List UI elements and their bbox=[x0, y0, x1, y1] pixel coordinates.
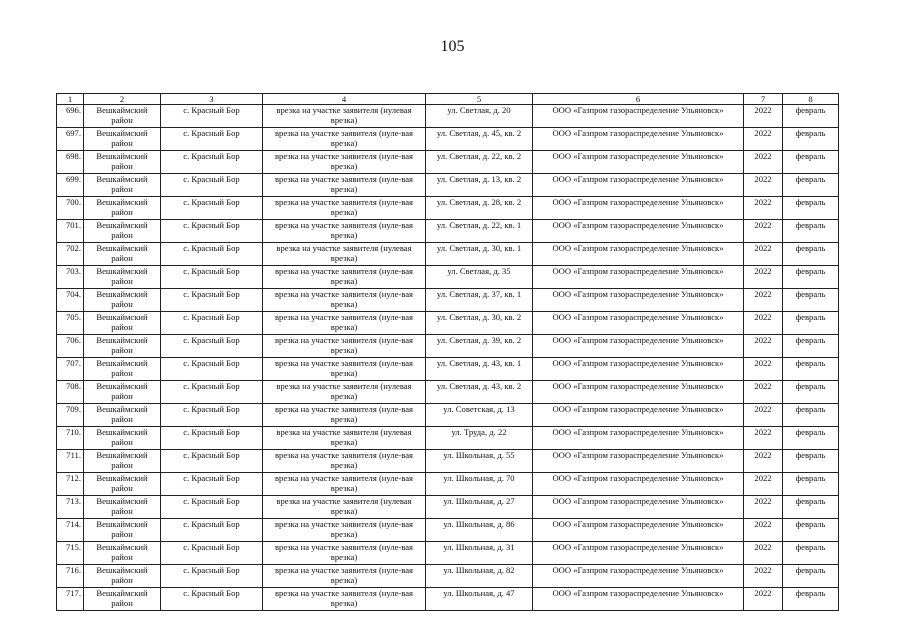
table-row bbox=[57, 473, 839, 496]
locality-cell: с. Красный Бор bbox=[161, 519, 263, 542]
month-cell: февраль bbox=[783, 542, 839, 565]
table-row bbox=[57, 450, 839, 473]
organization-cell: ООО «Газпром газораспределение Ульяновск» bbox=[533, 427, 744, 450]
row-number: 698. bbox=[57, 151, 84, 174]
month-cell: февраль bbox=[783, 197, 839, 220]
district-cell: Вешкаймский район bbox=[84, 427, 161, 450]
work-type-cell: врезка на участке заявителя (нуле-вая врезка) bbox=[263, 588, 426, 611]
year-cell: 2022 bbox=[744, 151, 783, 174]
district-cell: Вешкаймский район bbox=[84, 289, 161, 312]
locality-cell: с. Красный Бор bbox=[161, 588, 263, 611]
work-type-cell: врезка на участке заявителя (нуле-вая врезка) bbox=[263, 565, 426, 588]
month-cell: февраль bbox=[783, 496, 839, 519]
row-number: 704. bbox=[57, 289, 84, 312]
year-cell: 2022 bbox=[744, 565, 783, 588]
district-cell: Вешкаймский район bbox=[84, 473, 161, 496]
district-cell: Вешкаймский район bbox=[84, 381, 161, 404]
address-cell: ул. Школьная, д. 27 bbox=[426, 496, 533, 519]
year-cell: 2022 bbox=[744, 496, 783, 519]
column-header: 1 bbox=[57, 94, 84, 105]
locality-cell: с. Красный Бор bbox=[161, 220, 263, 243]
row-number: 708. bbox=[57, 381, 84, 404]
header-row bbox=[57, 94, 839, 105]
table-body bbox=[57, 105, 839, 611]
address-cell: ул. Светлая, д. 28, кв. 2 bbox=[426, 197, 533, 220]
row-number: 702. bbox=[57, 243, 84, 266]
work-type-cell: врезка на участке заявителя (нуле-вая врезка) bbox=[263, 450, 426, 473]
table-row bbox=[57, 335, 839, 358]
locality-cell: с. Красный Бор bbox=[161, 105, 263, 128]
address-cell: ул. Светлая, д. 22, кв. 2 bbox=[426, 151, 533, 174]
row-number: 709. bbox=[57, 404, 84, 427]
table-row bbox=[57, 243, 839, 266]
month-cell: февраль bbox=[783, 427, 839, 450]
month-cell: февраль bbox=[783, 473, 839, 496]
column-header: 8 bbox=[783, 94, 839, 105]
row-number: 706. bbox=[57, 335, 84, 358]
locality-cell: с. Красный Бор bbox=[161, 289, 263, 312]
row-number: 714. bbox=[57, 519, 84, 542]
row-number: 713. bbox=[57, 496, 84, 519]
row-number: 712. bbox=[57, 473, 84, 496]
district-cell: Вешкаймский район bbox=[84, 174, 161, 197]
month-cell: февраль bbox=[783, 174, 839, 197]
locality-cell: с. Красный Бор bbox=[161, 266, 263, 289]
row-number: 717. bbox=[57, 588, 84, 611]
row-number: 705. bbox=[57, 312, 84, 335]
year-cell: 2022 bbox=[744, 289, 783, 312]
table-row bbox=[57, 427, 839, 450]
month-cell: февраль bbox=[783, 243, 839, 266]
address-cell: ул. Школьная, д. 55 bbox=[426, 450, 533, 473]
table-row bbox=[57, 128, 839, 151]
row-number: 700. bbox=[57, 197, 84, 220]
month-cell: февраль bbox=[783, 220, 839, 243]
locality-cell: с. Красный Бор bbox=[161, 381, 263, 404]
row-number: 715. bbox=[57, 542, 84, 565]
district-cell: Вешкаймский район bbox=[84, 243, 161, 266]
year-cell: 2022 bbox=[744, 404, 783, 427]
work-type-cell: врезка на участке заявителя (нуле-вая врезка) bbox=[263, 542, 426, 565]
work-type-cell: врезка на участке заявителя (нуле-вая врезка) bbox=[263, 519, 426, 542]
address-cell: ул. Школьная, д. 86 bbox=[426, 519, 533, 542]
locality-cell: с. Красный Бор bbox=[161, 335, 263, 358]
table-row bbox=[57, 220, 839, 243]
work-type-cell: врезка на участке заявителя (нулевая врезка) bbox=[263, 381, 426, 404]
organization-cell: ООО «Газпром газораспределение Ульяновск» bbox=[533, 473, 744, 496]
locality-cell: с. Красный Бор bbox=[161, 197, 263, 220]
row-number: 716. bbox=[57, 565, 84, 588]
work-type-cell: врезка на участке заявителя (нулевая врезка) bbox=[263, 496, 426, 519]
district-cell: Вешкаймский район bbox=[84, 197, 161, 220]
table-row bbox=[57, 289, 839, 312]
month-cell: февраль bbox=[783, 358, 839, 381]
column-header: 5 bbox=[426, 94, 533, 105]
district-cell: Вешкаймский район bbox=[84, 335, 161, 358]
work-type-cell: врезка на участке заявителя (нуле-вая врезка) bbox=[263, 174, 426, 197]
locality-cell: с. Красный Бор bbox=[161, 312, 263, 335]
year-cell: 2022 bbox=[744, 358, 783, 381]
row-number: 703. bbox=[57, 266, 84, 289]
organization-cell: ООО «Газпром газораспределение Ульяновск» bbox=[533, 542, 744, 565]
district-cell: Вешкаймский район bbox=[84, 496, 161, 519]
locality-cell: с. Красный Бор bbox=[161, 450, 263, 473]
table-row bbox=[57, 542, 839, 565]
locality-cell: с. Красный Бор bbox=[161, 128, 263, 151]
address-cell: ул. Советская, д. 13 bbox=[426, 404, 533, 427]
month-cell: февраль bbox=[783, 335, 839, 358]
organization-cell: ООО «Газпром газораспределение Ульяновск» bbox=[533, 174, 744, 197]
organization-cell: ООО «Газпром газораспределение Ульяновск» bbox=[533, 312, 744, 335]
row-number: 696. bbox=[57, 105, 84, 128]
work-type-cell: врезка на участке заявителя (нуле-вая врезка) bbox=[263, 473, 426, 496]
district-cell: Вешкаймский район bbox=[84, 128, 161, 151]
address-cell: ул. Труда, д. 22 bbox=[426, 427, 533, 450]
table-row bbox=[57, 358, 839, 381]
table-row bbox=[57, 151, 839, 174]
year-cell: 2022 bbox=[744, 220, 783, 243]
year-cell: 2022 bbox=[744, 197, 783, 220]
month-cell: февраль bbox=[783, 289, 839, 312]
address-cell: ул. Светлая, д. 37, кв. 1 bbox=[426, 289, 533, 312]
organization-cell: ООО «Газпром газораспределение Ульяновск» bbox=[533, 381, 744, 404]
year-cell: 2022 bbox=[744, 266, 783, 289]
work-type-cell: врезка на участке заявителя (нуле-вая врезка) bbox=[263, 312, 426, 335]
table-row bbox=[57, 312, 839, 335]
work-type-cell: врезка на участке заявителя (нуле-вая врезка) bbox=[263, 151, 426, 174]
locality-cell: с. Красный Бор bbox=[161, 496, 263, 519]
month-cell: февраль bbox=[783, 151, 839, 174]
row-number: 697. bbox=[57, 128, 84, 151]
organization-cell: ООО «Газпром газораспределение Ульяновск» bbox=[533, 404, 744, 427]
locality-cell: с. Красный Бор bbox=[161, 565, 263, 588]
year-cell: 2022 bbox=[744, 427, 783, 450]
year-cell: 2022 bbox=[744, 381, 783, 404]
month-cell: февраль bbox=[783, 404, 839, 427]
page-number: 105 bbox=[440, 38, 465, 55]
district-cell: Вешкаймский район bbox=[84, 358, 161, 381]
address-cell: ул. Светлая, д. 30, кв. 2 bbox=[426, 312, 533, 335]
month-cell: февраль bbox=[783, 519, 839, 542]
district-cell: Вешкаймский район bbox=[84, 312, 161, 335]
year-cell: 2022 bbox=[744, 542, 783, 565]
address-cell: ул. Светлая, д. 35 bbox=[426, 266, 533, 289]
table-row bbox=[57, 496, 839, 519]
organization-cell: ООО «Газпром газораспределение Ульяновск» bbox=[533, 105, 744, 128]
address-cell: ул. Светлая, д. 45, кв. 2 bbox=[426, 128, 533, 151]
address-cell: ул. Светлая, д. 22, кв. 1 bbox=[426, 220, 533, 243]
year-cell: 2022 bbox=[744, 335, 783, 358]
address-cell: ул. Светлая, д. 43, кв. 2 bbox=[426, 381, 533, 404]
organization-cell: ООО «Газпром газораспределение Ульяновск» bbox=[533, 243, 744, 266]
column-header: 4 bbox=[263, 94, 426, 105]
month-cell: февраль bbox=[783, 450, 839, 473]
column-header: 3 bbox=[161, 94, 263, 105]
year-cell: 2022 bbox=[744, 588, 783, 611]
organization-cell: ООО «Газпром газораспределение Ульяновск» bbox=[533, 197, 744, 220]
organization-cell: ООО «Газпром газораспределение Ульяновск» bbox=[533, 496, 744, 519]
work-type-cell: врезка на участке заявителя (нуле-вая врезка) bbox=[263, 266, 426, 289]
work-type-cell: врезка на участке заявителя (нуле-вая врезка) bbox=[263, 404, 426, 427]
district-cell: Вешкаймский район bbox=[84, 588, 161, 611]
address-cell: ул. Школьная, д. 70 bbox=[426, 473, 533, 496]
year-cell: 2022 bbox=[744, 128, 783, 151]
year-cell: 2022 bbox=[744, 174, 783, 197]
row-number: 701. bbox=[57, 220, 84, 243]
work-type-cell: врезка на участке заявителя (нуле-вая врезка) bbox=[263, 289, 426, 312]
month-cell: февраль bbox=[783, 381, 839, 404]
row-number: 710. bbox=[57, 427, 84, 450]
locality-cell: с. Красный Бор bbox=[161, 542, 263, 565]
district-cell: Вешкаймский район bbox=[84, 105, 161, 128]
district-cell: Вешкаймский район bbox=[84, 404, 161, 427]
district-cell: Вешкаймский район bbox=[84, 565, 161, 588]
organization-cell: ООО «Газпром газораспределение Ульяновск» bbox=[533, 519, 744, 542]
row-number: 711. bbox=[57, 450, 84, 473]
district-cell: Вешкаймский район bbox=[84, 519, 161, 542]
organization-cell: ООО «Газпром газораспределение Ульяновск» bbox=[533, 128, 744, 151]
table-row bbox=[57, 266, 839, 289]
address-cell: ул. Светлая, д. 30, кв. 1 bbox=[426, 243, 533, 266]
month-cell: февраль bbox=[783, 266, 839, 289]
year-cell: 2022 bbox=[744, 519, 783, 542]
month-cell: февраль bbox=[783, 588, 839, 611]
locality-cell: с. Красный Бор bbox=[161, 243, 263, 266]
work-type-cell: врезка на участке заявителя (нулевая врезка) bbox=[263, 427, 426, 450]
work-type-cell: врезка на участке заявителя (нуле-вая врезка) bbox=[263, 358, 426, 381]
year-cell: 2022 bbox=[744, 105, 783, 128]
address-cell: ул. Школьная, д. 82 bbox=[426, 565, 533, 588]
locality-cell: с. Красный Бор bbox=[161, 473, 263, 496]
organization-cell: ООО «Газпром газораспределение Ульяновск» bbox=[533, 450, 744, 473]
address-cell: ул. Школьная, д. 31 bbox=[426, 542, 533, 565]
column-header: 6 bbox=[533, 94, 744, 105]
address-cell: ул. Светлая, д. 20 bbox=[426, 105, 533, 128]
table-row bbox=[57, 197, 839, 220]
locality-cell: с. Красный Бор bbox=[161, 427, 263, 450]
locality-cell: с. Красный Бор bbox=[161, 151, 263, 174]
address-cell: ул. Светлая, д. 39, кв. 2 bbox=[426, 335, 533, 358]
organization-cell: ООО «Газпром газораспределение Ульяновск» bbox=[533, 220, 744, 243]
organization-cell: ООО «Газпром газораспределение Ульяновск» bbox=[533, 588, 744, 611]
column-header: 7 bbox=[744, 94, 783, 105]
address-cell: ул. Светлая, д. 43, кв. 1 bbox=[426, 358, 533, 381]
organization-cell: ООО «Газпром газораспределение Ульяновск» bbox=[533, 266, 744, 289]
table-row bbox=[57, 565, 839, 588]
year-cell: 2022 bbox=[744, 473, 783, 496]
table-row bbox=[57, 174, 839, 197]
organization-cell: ООО «Газпром газораспределение Ульяновск» bbox=[533, 335, 744, 358]
organization-cell: ООО «Газпром газораспределение Ульяновск» bbox=[533, 358, 744, 381]
column-header: 2 bbox=[84, 94, 161, 105]
month-cell: февраль bbox=[783, 105, 839, 128]
month-cell: февраль bbox=[783, 312, 839, 335]
table-row bbox=[57, 404, 839, 427]
locality-cell: с. Красный Бор bbox=[161, 404, 263, 427]
work-type-cell: врезка на участке заявителя (нуле-вая врезка) bbox=[263, 335, 426, 358]
month-cell: февраль bbox=[783, 565, 839, 588]
locality-cell: с. Красный Бор bbox=[161, 358, 263, 381]
district-cell: Вешкаймский район bbox=[84, 266, 161, 289]
year-cell: 2022 bbox=[744, 312, 783, 335]
work-type-cell: врезка на участке заявителя (нулевая врезка) bbox=[263, 105, 426, 128]
table-row bbox=[57, 519, 839, 542]
row-number: 699. bbox=[57, 174, 84, 197]
work-type-cell: врезка на участке заявителя (нуле-вая врезка) bbox=[263, 220, 426, 243]
work-type-cell: врезка на участке заявителя (нулевая врезка) bbox=[263, 243, 426, 266]
address-cell: ул. Школьная, д. 47 bbox=[426, 588, 533, 611]
month-cell: февраль bbox=[783, 128, 839, 151]
register-table bbox=[56, 93, 839, 611]
year-cell: 2022 bbox=[744, 450, 783, 473]
work-type-cell: врезка на участке заявителя (нуле-вая врезка) bbox=[263, 128, 426, 151]
locality-cell: с. Красный Бор bbox=[161, 174, 263, 197]
address-cell: ул. Светлая, д. 13, кв. 2 bbox=[426, 174, 533, 197]
district-cell: Вешкаймский район bbox=[84, 151, 161, 174]
work-type-cell: врезка на участке заявителя (нуле-вая врезка) bbox=[263, 197, 426, 220]
table-row bbox=[57, 381, 839, 404]
district-cell: Вешкаймский район bbox=[84, 220, 161, 243]
organization-cell: ООО «Газпром газораспределение Ульяновск» bbox=[533, 565, 744, 588]
district-cell: Вешкаймский район bbox=[84, 542, 161, 565]
table-row bbox=[57, 588, 839, 611]
organization-cell: ООО «Газпром газораспределение Ульяновск» bbox=[533, 151, 744, 174]
year-cell: 2022 bbox=[744, 243, 783, 266]
district-cell: Вешкаймский район bbox=[84, 450, 161, 473]
row-number: 707. bbox=[57, 358, 84, 381]
table-row bbox=[57, 105, 839, 128]
organization-cell: ООО «Газпром газораспределение Ульяновск» bbox=[533, 289, 744, 312]
